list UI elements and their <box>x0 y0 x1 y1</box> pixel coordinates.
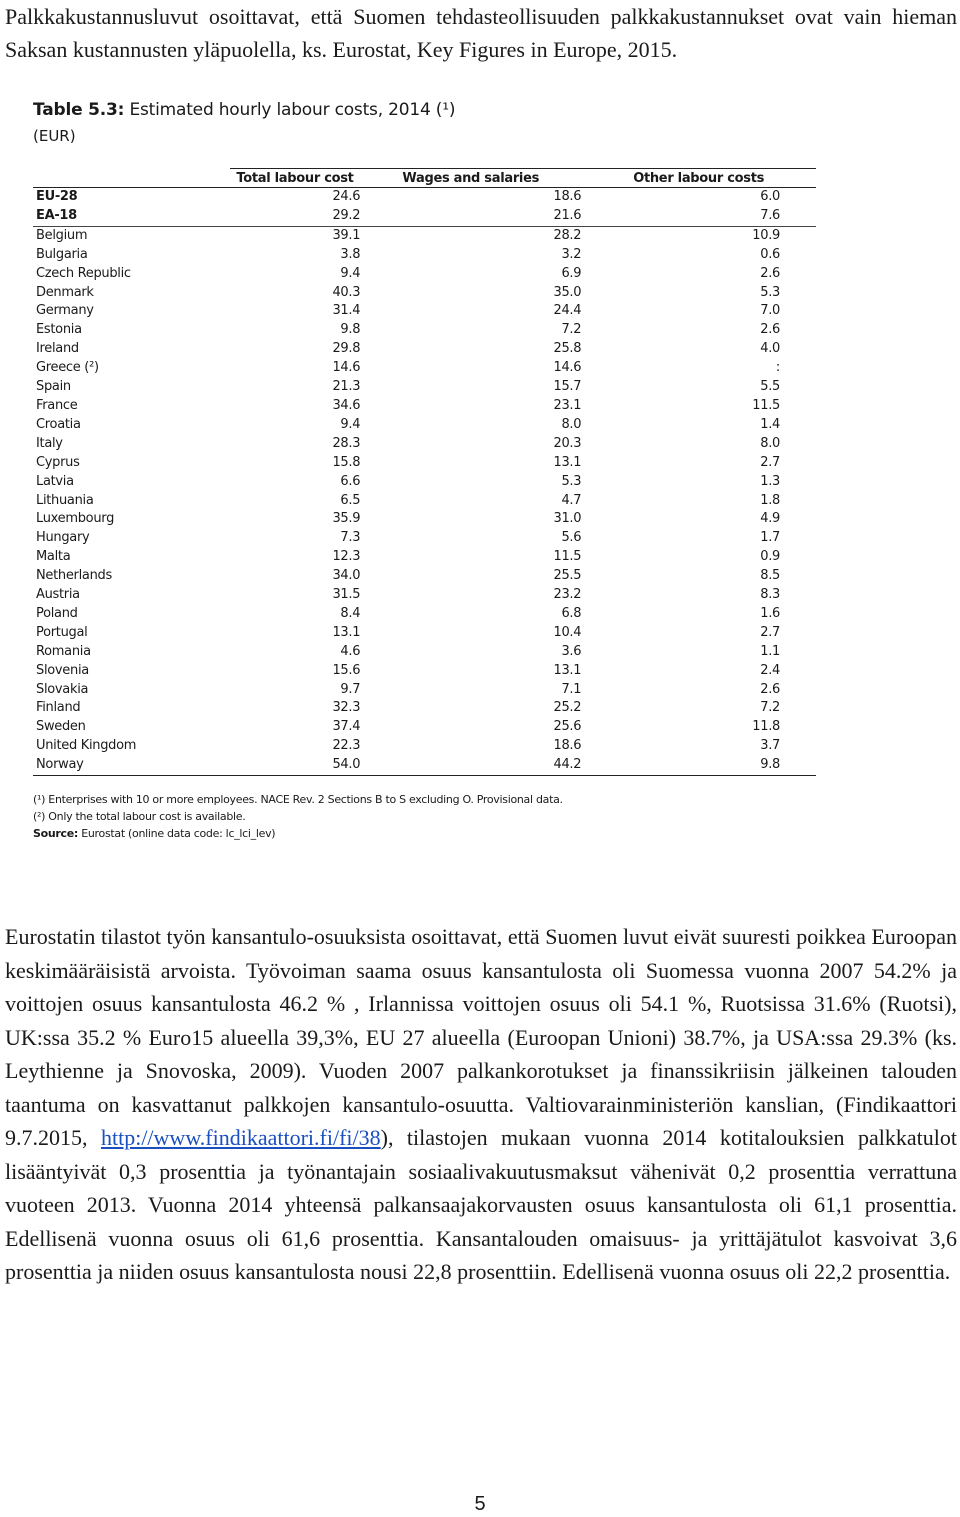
wages-and-salaries-cell: 31.0 <box>553 511 582 527</box>
other-labour-costs-cell: 3.7 <box>760 738 780 754</box>
other-labour-costs-cell: 11.8 <box>752 719 780 735</box>
wages-and-salaries-cell: 14.6 <box>553 360 582 376</box>
table-row <box>33 207 816 226</box>
total-labour-cost-cell: 34.6 <box>332 397 361 413</box>
total-labour-cost-cell: 28.3 <box>332 435 361 451</box>
country-cell: Bulgaria <box>36 246 88 262</box>
total-labour-cost-cell: 8.4 <box>340 605 361 621</box>
total-labour-cost-cell: 7.3 <box>340 530 361 546</box>
other-labour-costs-cell: 2.7 <box>760 624 780 640</box>
wages-and-salaries-cell: 18.6 <box>553 738 582 754</box>
table-row <box>33 492 816 511</box>
table-row <box>33 662 816 681</box>
wages-and-salaries-cell: 11.5 <box>553 549 582 565</box>
total-labour-cost-cell: 40.3 <box>332 284 361 300</box>
header-wages-and-salaries: Wages and salaries <box>360 169 581 188</box>
table-row <box>33 681 816 700</box>
table-row <box>33 188 816 207</box>
total-labour-cost-cell: 29.2 <box>230 207 360 226</box>
wages-and-salaries-cell: 5.3 <box>561 473 582 489</box>
wages-and-salaries-cell: 15.7 <box>553 379 582 395</box>
table-row <box>33 624 816 643</box>
total-labour-cost-cell: 13.1 <box>332 624 361 640</box>
other-labour-costs-cell: 2.4 <box>760 662 780 678</box>
table-row <box>33 246 816 265</box>
other-labour-costs-cell: 6.0 <box>760 189 780 204</box>
intro-paragraph: Palkkakustannusluvut osoittavat, että Suomen tehdasteollisuuden palkkakustannukset ovat vain hieman Saksan kustannusten yläpuolella, ks. Eurostat, Key Figures in Europe, 2015. <box>5 4 957 62</box>
other-labour-costs-cell: 8.5 <box>760 568 780 584</box>
wages-and-salaries-cell: 23.1 <box>553 397 582 413</box>
header-other-labour-costs: Other labour costs <box>581 169 816 188</box>
total-labour-cost-cell: 35.9 <box>332 511 361 527</box>
country-cell: Poland <box>36 605 78 621</box>
other-labour-costs-cell: 5.3 <box>760 284 780 300</box>
findikaattori-link[interactable]: http://www.findikaattori.fi/fi/38 <box>100 1125 381 1150</box>
total-labour-cost-cell: 39.1 <box>332 227 361 243</box>
other-labour-costs-cell: 1.3 <box>760 473 780 489</box>
total-labour-cost-cell: 12.3 <box>332 549 361 565</box>
country-cell: Czech Republic <box>36 265 131 281</box>
table-row <box>33 605 816 624</box>
country-cell: Latvia <box>36 473 74 489</box>
wages-and-salaries-cell: 20.3 <box>553 435 582 451</box>
country-cell: Italy <box>36 435 63 451</box>
table-source <box>33 825 563 842</box>
total-labour-cost-cell: 32.3 <box>332 700 361 716</box>
other-labour-costs-cell: 2.6 <box>760 265 780 281</box>
wages-and-salaries-cell: 8.0 <box>561 416 582 432</box>
total-labour-cost-cell: 31.5 <box>332 587 361 603</box>
wages-and-salaries-cell: 3.6 <box>561 643 582 659</box>
table-number: Table 5.3: <box>33 100 125 120</box>
total-labour-cost-cell: 21.3 <box>332 379 361 395</box>
table-row <box>33 302 816 321</box>
other-labour-costs-cell: 1.8 <box>760 492 780 508</box>
wages-and-salaries-cell: 7.1 <box>561 681 582 697</box>
country-cell: Ireland <box>36 341 79 357</box>
total-labour-cost-cell: 14.6 <box>332 360 361 376</box>
table-row <box>33 586 816 605</box>
total-labour-cost-cell: 9.4 <box>340 265 361 281</box>
table-row <box>33 284 816 303</box>
total-labour-cost-cell: 9.8 <box>340 322 361 338</box>
other-labour-costs-cell: 7.2 <box>760 700 780 716</box>
country-cell: Malta <box>36 549 71 565</box>
wages-and-salaries-cell: 25.2 <box>553 700 582 716</box>
total-labour-cost-cell: 4.6 <box>340 643 361 659</box>
table-row <box>33 737 816 756</box>
wages-and-salaries-cell: 28.2 <box>553 227 582 243</box>
body-paragraph <box>5 920 957 1289</box>
source-label: Source: <box>33 827 79 840</box>
country-cell: Slovakia <box>36 681 89 697</box>
other-labour-costs-cell: 10.9 <box>752 227 780 243</box>
table-row <box>33 435 816 454</box>
table-row <box>33 416 816 435</box>
table-row <box>33 265 816 284</box>
country-cell: Portugal <box>36 624 88 640</box>
country-cell: Cyprus <box>36 454 80 470</box>
total-labour-cost-cell: 3.8 <box>340 246 361 262</box>
wages-and-salaries-cell: 10.4 <box>553 624 582 640</box>
country-cell: EA-18 <box>33 207 230 226</box>
wages-and-salaries-cell: 25.8 <box>553 341 582 357</box>
table-row <box>33 454 816 473</box>
other-labour-costs-cell: 2.6 <box>760 681 780 697</box>
header-total-labour-cost: Total labour cost <box>230 169 360 188</box>
other-labour-costs-cell: 7.0 <box>760 303 780 319</box>
other-labour-costs-cell: 4.9 <box>760 511 780 527</box>
table-row <box>33 529 816 548</box>
other-labour-costs-cell: 0.9 <box>760 549 780 565</box>
country-cell: Lithuania <box>36 492 94 508</box>
page-number: 5 <box>474 1493 486 1515</box>
total-labour-cost-cell: 54.0 <box>230 756 360 775</box>
other-labour-costs-cell: 1.4 <box>760 416 780 432</box>
country-cell: Greece (²) <box>36 360 99 376</box>
wages-and-salaries-cell: 7.2 <box>561 322 582 338</box>
total-labour-cost-cell: 6.6 <box>340 473 361 489</box>
wages-and-salaries-cell: 18.6 <box>553 189 582 204</box>
wages-and-salaries-cell: 5.6 <box>561 530 582 546</box>
other-labour-costs-cell: 2.7 <box>760 454 780 470</box>
total-labour-cost-cell: 22.3 <box>332 738 361 754</box>
table-row <box>33 699 816 718</box>
country-cell: Romania <box>36 643 91 659</box>
wages-and-salaries-cell: 25.6 <box>553 719 582 735</box>
total-labour-cost-cell: 31.4 <box>332 303 361 319</box>
total-labour-cost-cell: 9.7 <box>340 681 361 697</box>
country-cell: Estonia <box>36 322 82 338</box>
wages-and-salaries-cell: 6.9 <box>561 265 582 281</box>
total-labour-cost-cell: 37.4 <box>332 719 361 735</box>
total-labour-cost-cell: 15.8 <box>332 454 361 470</box>
wages-and-salaries-cell: 4.7 <box>561 492 582 508</box>
other-labour-costs-cell: 11.5 <box>752 397 780 413</box>
other-labour-costs-cell: 0.6 <box>760 246 780 262</box>
country-cell: Belgium <box>36 227 88 243</box>
table-row <box>33 756 816 775</box>
source-text: Eurostat (online data code: lc_lci_lev) <box>78 827 276 840</box>
footnote-2: (²) Only the total labour cost is available. <box>33 810 246 823</box>
table-row <box>33 397 816 416</box>
table-row <box>33 510 816 529</box>
country-cell: Luxembourg <box>36 511 115 527</box>
wages-and-salaries-cell: 21.6 <box>360 207 581 226</box>
table-row <box>33 643 816 662</box>
table-row <box>33 567 816 586</box>
labour-cost-table <box>33 168 816 776</box>
other-labour-costs-cell: : <box>775 360 780 376</box>
table-row <box>33 718 816 737</box>
total-labour-cost-cell: 34.0 <box>332 568 361 584</box>
table-row <box>33 473 816 492</box>
total-labour-cost-cell: 24.6 <box>332 189 361 204</box>
table-title-text: Estimated hourly labour costs, 2014 (¹) <box>124 100 456 120</box>
country-cell: Denmark <box>36 284 94 300</box>
other-labour-costs-cell: 1.7 <box>760 530 780 546</box>
country-cell: Austria <box>36 587 80 603</box>
country-cell: Norway <box>33 756 230 775</box>
table-row <box>33 226 816 245</box>
wages-and-salaries-cell: 24.4 <box>553 303 582 319</box>
table-row <box>33 340 816 359</box>
body-text-part-1: Eurostatin tilastot työn kansantulo-osuuksista osoittavat, että Suomen luvut eivät suuresti poikkea Euroopan keskimääräisistä arvoista. Työvoiman saama osuus kansantulosta oli Suomessa vuonna 2007 54.2% ja voittojen osuus kansantulosta 46.2 % , Irlannissa voittojen osuus oli 54.1 %, Ruotsissa 31.6% (Ruotsi), UK:ssa 35.2 % Euro15 alueella 39,3%, EU 27 alueella (Euroopan Unioni) 38.7%, ja USA:ssa 29.3% (ks. Leythienne ja Snovoska, 2009). Vuoden 2007 palkankorotukset ja finanssikriisin jälkeinen talouden taantuma on kasvattanut palkkojen kansantulo-osuutta. Valtiovarainministeriön kanslian, (Findikaattori 9.7.2015, <box>5 924 957 1150</box>
table-body <box>33 188 816 776</box>
wages-and-salaries-cell: 25.5 <box>553 568 582 584</box>
country-cell: United Kingdom <box>36 738 137 754</box>
table-unit: (EUR) <box>33 127 76 145</box>
header-country <box>33 169 230 188</box>
other-labour-costs-cell: 9.8 <box>581 756 816 775</box>
other-labour-costs-cell: 8.3 <box>760 587 780 603</box>
country-cell: Hungary <box>36 530 90 546</box>
country-cell: Sweden <box>36 719 86 735</box>
footnote-1: (¹) Enterprises with 10 or more employees. NACE Rev. 2 Sections B to S excluding O. Provisional data. <box>33 793 563 806</box>
country-cell: Spain <box>36 379 71 395</box>
other-labour-costs-cell: 1.6 <box>760 605 780 621</box>
table-header-row <box>33 169 816 188</box>
total-labour-cost-cell: 6.5 <box>340 492 361 508</box>
other-labour-costs-cell: 2.6 <box>760 322 780 338</box>
total-labour-cost-cell: 9.4 <box>340 416 361 432</box>
wages-and-salaries-cell: 6.8 <box>561 605 582 621</box>
other-labour-costs-cell: 1.1 <box>760 643 780 659</box>
table-title <box>33 98 823 122</box>
total-labour-cost-cell: 29.8 <box>332 341 361 357</box>
table-notes <box>33 791 563 842</box>
wages-and-salaries-cell: 13.1 <box>553 662 582 678</box>
other-labour-costs-cell: 5.5 <box>760 379 780 395</box>
country-cell: Netherlands <box>36 568 112 584</box>
total-labour-cost-cell: 15.6 <box>332 662 361 678</box>
body-text-part-2: ), tilastojen mukaan vuonna 2014 kotitalouksien palkkatulot lisääntyivät 0,3 prosenttia ja työnantajain sosiaalivakuutusmaksut vähenivät 0,2 prosenttia verrattuna vuoteen 2013. Vuonna 2014 yhteensä palkansaajakorvausten osuus kansantulosta oli 61,1 prosenttia. Edellisenä vuonna osuus oli 61,6 prosenttia. Kansantalouden omaisuus- ja yrittäjätulot kasvoivat 3,6 prosenttia ja niiden osuus kansantulosta nousi 22,8 prosenttiin. Edellisenä vuonna osuus oli 22,2 prosenttia. <box>5 1125 958 1284</box>
country-cell: France <box>36 397 78 413</box>
wages-and-salaries-cell: 13.1 <box>553 454 582 470</box>
other-labour-costs-cell: 4.0 <box>760 341 780 357</box>
table-row <box>33 378 816 397</box>
other-labour-costs-cell: 8.0 <box>760 435 780 451</box>
wages-and-salaries-cell: 23.2 <box>553 587 582 603</box>
country-cell: Slovenia <box>36 662 89 678</box>
other-labour-costs-cell: 7.6 <box>581 207 816 226</box>
wages-and-salaries-cell: 3.2 <box>561 246 582 262</box>
country-cell: Croatia <box>36 416 81 432</box>
table-row <box>33 548 816 567</box>
country-cell: Finland <box>36 700 81 716</box>
wages-and-salaries-cell: 35.0 <box>553 284 582 300</box>
country-cell: Germany <box>36 303 94 319</box>
country-cell: EU-28 <box>36 189 78 204</box>
table-row <box>33 359 816 378</box>
labour-cost-table-figure <box>33 98 823 840</box>
wages-and-salaries-cell: 44.2 <box>360 756 581 775</box>
table-row <box>33 321 816 340</box>
